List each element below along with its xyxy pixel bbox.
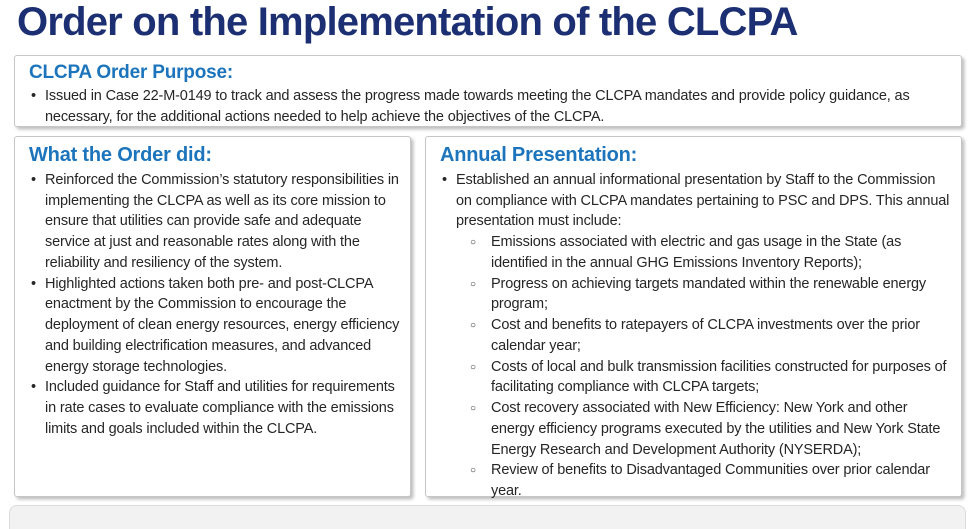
- what-the-order-did-panel: [14, 136, 411, 497]
- sub-list-item: [456, 460, 951, 501]
- bullet-text: Established an annual informational presentation by Staff to the Commission on compliance with CLCPA mandates pertaining to PSC and DPS. This annual presentation must include:: [456, 172, 950, 230]
- next-section-top-edge: [9, 505, 966, 529]
- list-item: [15, 86, 961, 127]
- purpose-bullet-list: [15, 86, 961, 127]
- sub-list-item: [456, 232, 951, 273]
- sub-list-item: [456, 315, 951, 356]
- sub-list-item: [456, 274, 951, 315]
- sub-bullet-text: Cost recovery associated with New Efficiency: New York and other energy efficiency programs executed by the utilities and New York State Energy Research and Development Authority (NYSERDA);: [491, 400, 941, 458]
- sub-bullet-text: Review of benefits to Disadvantaged Communities over prior calendar year.: [491, 462, 930, 500]
- sub-bullet-text: Cost and benefits to ratepayers of CLCPA investments over the prior calendar year;: [491, 317, 920, 354]
- sub-bullet-text: Emissions associated with electric and gas usage in the State (as identified in the annual GHG Emissions Inventory Reports);: [491, 234, 902, 271]
- bullet-text: Issued in Case 22-M-0149 to track and assess the progress made towards meeting the CLCPA mandates and provide policy guidance, as necessary, for the additional actions needed to help achieve the objectives of the CLCPA.: [45, 88, 910, 125]
- list-item: [15, 377, 410, 439]
- presentation-heading: Annual Presentation:: [440, 144, 638, 166]
- slide-title: Order on the Implementation of the CLCPA: [17, 0, 798, 44]
- presentation-sub-bullet-list: [456, 232, 951, 502]
- bullet-text: Reinforced the Commission’s statutory responsibilities in implementing the CLCPA as well as its core mission to ensure that utilities can provide safe and adequate service at just and reasonable rates along with the reliability and resiliency of the system.: [45, 172, 399, 271]
- list-item: [426, 170, 961, 502]
- presentation-bullet-list: [426, 170, 961, 502]
- sub-list-item: [456, 357, 951, 398]
- sub-list-item: [456, 398, 951, 460]
- sub-bullet-text: Costs of local and bulk transmission facilities constructed for purposes of facilitating compliance with CLCPA targets;: [491, 358, 947, 396]
- bullet-text: Included guidance for Staff and utilities for requirements in rate cases to evaluate compliance with the emissions limits and goals included within the CLCPA.: [45, 379, 395, 437]
- sub-bullet-text: Progress on achieving targets mandated within the renewable energy program;: [491, 275, 927, 313]
- bullet-text: Highlighted actions taken both pre- and post-CLCPA enactment by the Commission to encourage the deployment of clean energy resources, energy efficiency and building electrification measures, and advanced energy storage technologies.: [45, 275, 400, 375]
- purpose-panel: [14, 55, 962, 127]
- annual-presentation-panel: [425, 136, 962, 500]
- list-item: [15, 170, 410, 274]
- order-bullet-list: [15, 170, 410, 440]
- list-item: [15, 274, 410, 378]
- order-heading: What the Order did:: [29, 144, 212, 166]
- purpose-heading: CLCPA Order Purpose:: [29, 62, 233, 83]
